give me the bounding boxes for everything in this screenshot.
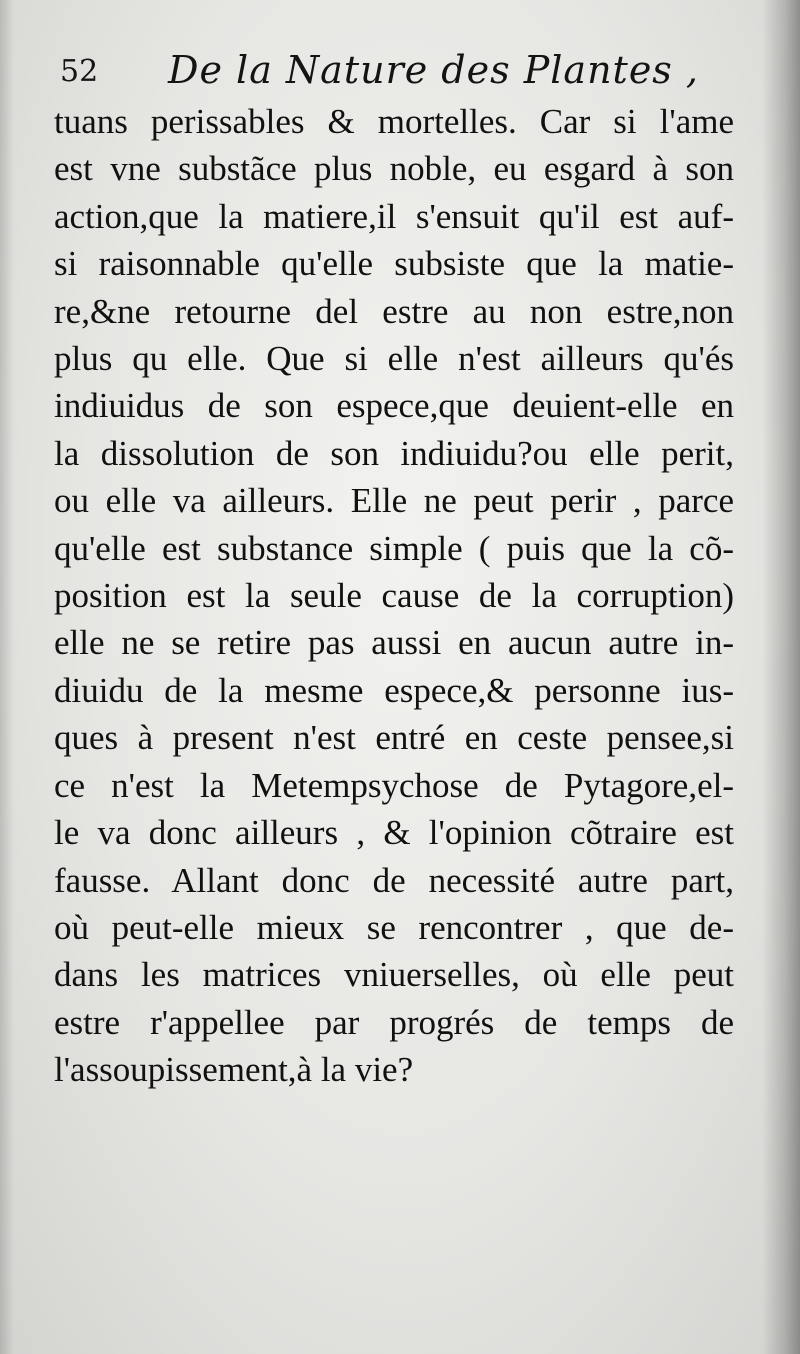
text-line: l'assoupissement,à la vie? [54, 1050, 414, 1090]
text-line: tuans perissables & mortelles. Car si l'ame [54, 102, 734, 141]
text-line: fausse. Allant donc de necessité autre part, [54, 860, 734, 900]
text-line: si raisonnable qu'elle subsiste que la matie- [54, 244, 734, 284]
text-line: dans les matrices vniuerselles, où elle peut [54, 955, 734, 995]
text-line: diuidu de la mesme espece,& personne ius- [54, 670, 734, 710]
text-line: elle ne se retire pas aussi en aucun autre in- [54, 623, 734, 663]
text-line: position est la seule cause de la corruption) [54, 576, 734, 616]
text-line: qu'elle est substance simple ( puis que la cõ- [54, 528, 734, 568]
text-line: la dissolution de son indiuidu?ou elle perit, [54, 433, 734, 473]
text-line: plus qu elle. Que si elle n'est ailleurs qu'és [54, 339, 734, 379]
running-header [60, 44, 750, 96]
text-line: ce n'est la Metempsychose de Pytagore,el- [54, 765, 734, 805]
text-line: estre r'appellee par progrés de temps de [54, 1002, 734, 1042]
text-line: ques à present n'est entré en ceste pensee,si [54, 718, 734, 758]
page-left-edge-shadow [0, 0, 14, 1354]
text-line: ou elle va ailleurs. Elle ne peut perir , parce [54, 481, 734, 521]
running-title: De la Nature des Plantes , [168, 48, 699, 92]
text-line: est vne substãce plus noble, eu esgard à son [54, 149, 734, 189]
text-line: le va donc ailleurs , & l'opinion cõtraire est [54, 813, 734, 853]
text-line: indiuidus de son espece,que deuient-elle en [54, 386, 734, 426]
page-number: 52 [60, 54, 99, 89]
page-gutter-shadow [762, 0, 800, 1354]
text-line: où peut-elle mieux se rencontrer , que de- [54, 907, 734, 947]
text-line: action,que la matiere,il s'ensuit qu'il est auf- [54, 196, 734, 236]
text-line: re,&ne retourne del estre au non estre,non [54, 291, 734, 331]
body-text [54, 98, 734, 1094]
